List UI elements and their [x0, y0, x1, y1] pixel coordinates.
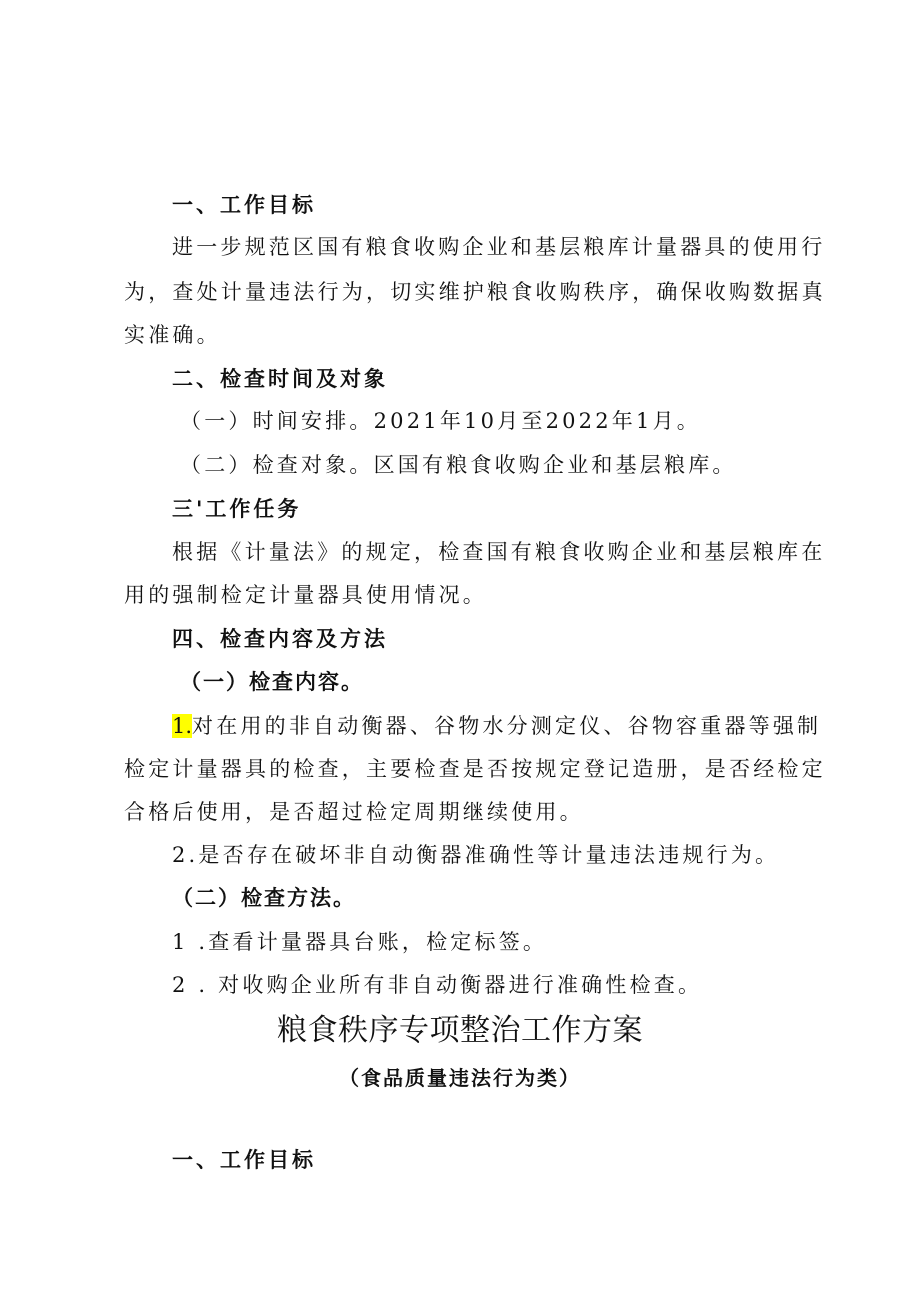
- section2-heading: 二、检查时间及对象: [172, 367, 388, 391]
- doc-title: 粮食秩序专项整治工作方案: [277, 1013, 643, 1048]
- next-section1-heading: 一、工作目标: [172, 1148, 316, 1172]
- method-item: 1 .查看计量器具台账，检定标签。: [172, 930, 548, 954]
- item1-marker-highlight: 1.: [172, 714, 193, 738]
- item1-first-line: [172, 711, 821, 741]
- method-heading: （二）检查方法。: [172, 886, 356, 910]
- item1-line: 检定计量器具的检查，主要检查是否按规定登记造册，是否经检定: [124, 757, 826, 781]
- section1-para-line: 进一步规范区国有粮食收购企业和基层粮库计量器具的使用行: [172, 235, 826, 259]
- section3-heading: 三'工作任务: [172, 497, 302, 521]
- section2-item: （一）时间安排。2021年10月至2022年1月。: [180, 409, 701, 433]
- section2-item: （二）检查对象。区国有粮食收购企业和基层粮库。: [180, 453, 737, 477]
- section4-heading: 四、检查内容及方法: [172, 627, 388, 651]
- content-heading: （一）检查内容。: [180, 670, 364, 694]
- item1-text: 对在用的非自动衡器、谷物水分测定仪、谷物容重器等强制: [192, 714, 822, 738]
- section3-para-line: 用的强制检定计量器具使用情况。: [124, 583, 487, 607]
- section1-para-line: 为，查处计量违法行为，切实维护粮食收购秩序，确保收购数据真: [124, 280, 826, 304]
- item1-line: 合格后使用，是否超过检定周期继续使用。: [124, 800, 584, 824]
- section1-para-line: 实准确。: [124, 323, 221, 347]
- section1-heading: 一、工作目标: [172, 193, 316, 217]
- section3-para-line: 根据《计量法》的规定，检查国有粮食收购企业和基层粮库在: [172, 540, 826, 564]
- doc-subtitle: （食品质量违法行为类）: [339, 1066, 581, 1090]
- method-item: 2 . 对收购企业所有非自动衡器进行准确性检查。: [172, 973, 703, 997]
- item2: 2.是否存在破坏非自动衡器准确性等计量违法违规行为。: [172, 843, 780, 867]
